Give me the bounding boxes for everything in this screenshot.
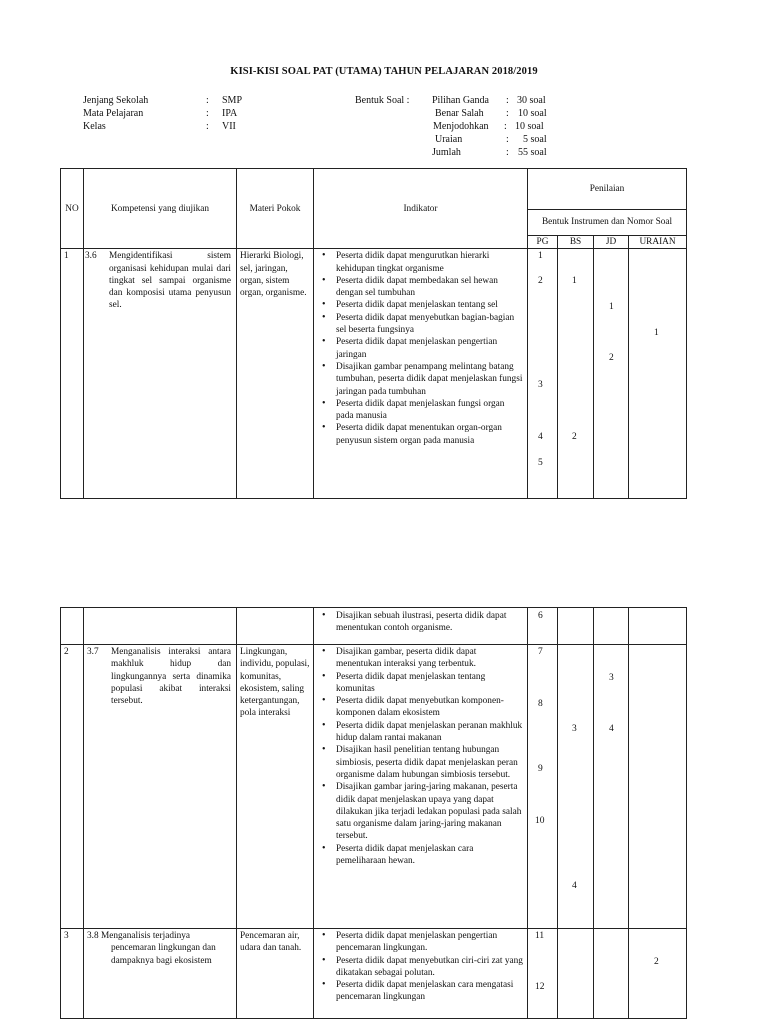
pg-number: 10 <box>535 816 545 826</box>
cont-kompetensi <box>84 608 237 645</box>
bs-number: 3 <box>572 724 577 734</box>
row2-bs <box>558 645 594 929</box>
kisi-kisi-table-page1 <box>60 168 687 499</box>
info-right <box>432 94 562 159</box>
row2-kd-number: 3.7 <box>87 647 99 657</box>
indikator-item: • Disajikan hasil penelitian tentang hubungan simbiosis, peserta didik dapat menjelaskan peran organisme dalam hubungan simbiosis tersebut. <box>314 744 527 781</box>
cont-uraian <box>629 608 687 645</box>
indikator-item: • Peserta didik dapat membedakan sel hewan dengan sel tumbuhan <box>314 275 527 300</box>
row3-jd <box>594 929 629 1019</box>
indikator-item: • Peserta didik dapat menyebutkan komponen-komponen dalam ekosistem <box>314 695 527 720</box>
kisi-kisi-table-page2 <box>60 607 687 1019</box>
header-materi: Materi Pokok <box>237 169 314 249</box>
row1-bs <box>558 249 594 499</box>
row1-kd-text: Mengidentifikasi sistem organisasi kehidupan mulai dari tingkat sel sampai organisme dan komposisi utama penyusun sel. <box>109 251 231 311</box>
pg-number: 8 <box>538 699 543 709</box>
row1-uraian <box>629 249 687 499</box>
cont-indikator <box>314 608 528 645</box>
indikator-item: • Peserta didik dapat menjelaskan pengertian jaringan <box>314 336 527 361</box>
pg-number: 11 <box>535 931 545 941</box>
row3-pg <box>528 929 558 1019</box>
info-row: Jumlah : 55 soal <box>432 147 547 158</box>
row1-jd <box>594 249 629 499</box>
row1-pg <box>528 249 558 499</box>
info-value: IPA <box>222 108 238 119</box>
row2-kd-text: Menganalisis interaksi antara makhluk hidup dan lingkungannya serta dinamika populasi akibat interaksi tersebut. <box>111 647 231 707</box>
uraian-number: 2 <box>654 957 659 967</box>
indikator-list <box>314 646 527 867</box>
indikator-item: • Disajikan gambar, peserta didik dapat menentukan interaksi yang terbentuk. <box>314 646 527 671</box>
info-row: Benar Salah : 10 soal <box>435 108 547 119</box>
indikator-item: • Peserta didik dapat menjelaskan fungsi organ pada manusia <box>314 398 527 423</box>
pg-number: 12 <box>535 982 545 992</box>
bs-number: 1 <box>572 276 577 287</box>
indikator-list <box>314 930 527 1004</box>
info-row: Uraian : 5 soal <box>435 134 547 145</box>
row3-uraian <box>629 929 687 1019</box>
indikator-item: • Peserta didik dapat mengurutkan hierarki kehidupan tingkat organisme <box>314 250 527 275</box>
header-uraian: URAIAN <box>629 236 687 249</box>
row3-no: 3 <box>61 929 84 1019</box>
indikator-item: • Peserta didik dapat menjelaskan tentang komunitas <box>314 671 527 696</box>
pg-number: 5 <box>538 458 543 469</box>
header-bs: BS <box>558 236 594 249</box>
indikator-item: • Disajikan gambar penampang melintang batang tumbuhan, peserta didik dapat menjelaskan fungsi jaringan pada tumbuhan <box>314 361 527 398</box>
pg-number: 2 <box>538 276 543 287</box>
jd-number: 2 <box>609 353 614 364</box>
info-label: Jenjang Sekolah <box>83 95 149 106</box>
row3-bs <box>558 929 594 1019</box>
header-no: NO <box>61 169 84 249</box>
header-kompetensi: Kompetensi yang diujikan <box>84 169 237 249</box>
header-bentuk-instrumen: Bentuk Instrumen dan Nomor Soal <box>528 210 687 236</box>
row1-kompetensi <box>84 249 237 499</box>
indikator-item: • Peserta didik dapat menjelaskan cara mengatasi pencemaran lingkungan <box>314 979 527 1004</box>
jd-number: 1 <box>609 302 614 313</box>
header-penilaian: Penilaian <box>528 169 687 210</box>
bentuk-soal-label: Bentuk Soal : <box>355 95 410 106</box>
info-row: Menjodohkan : 10 soal <box>433 121 544 132</box>
jd-number: 4 <box>609 724 614 734</box>
pg-number: 3 <box>538 380 543 391</box>
pg-number: 7 <box>538 647 543 657</box>
indikator-item: • Peserta didik dapat menjelaskan pengertian pencemaran lingkungan. <box>314 930 527 955</box>
cont-jd <box>594 608 629 645</box>
header-jd: JD <box>594 236 629 249</box>
row3-kompetensi <box>84 929 237 1019</box>
row1-kd-number: 3.6 <box>85 251 97 262</box>
row3-materi: Pencemaran air, udara dan tanah. <box>237 929 314 1019</box>
indikator-item: • Peserta didik dapat menentukan organ-organ penyusun sistem organ pada manusia <box>314 422 527 447</box>
row1-materi: Hierarki Biologi, sel, jaringan, organ, sistem organ, organisme. <box>237 249 314 499</box>
indikator-item: • Peserta didik dapat menyebutkan bagian-bagian sel beserta fungsinya <box>314 312 527 337</box>
pg-number: 9 <box>538 764 543 774</box>
row3-kd-text: 3.8 Menganalisis terjadinya pencemaran lingkungan dan dampaknya bagi ekosistem <box>87 931 216 966</box>
info-row: Pilihan Ganda : 30 soal <box>432 95 546 106</box>
row2-pg <box>528 645 558 929</box>
row1-indikator <box>314 249 528 499</box>
indikator-item: • Peserta didik dapat menjelaskan peranan makhluk hidup dalam rantai makanan <box>314 720 527 745</box>
info-label: Kelas <box>83 121 106 132</box>
info-value: SMP <box>222 95 243 106</box>
uraian-number: 1 <box>654 328 659 339</box>
pg-number: 4 <box>538 432 543 443</box>
document-title: KISI-KISI SOAL PAT (UTAMA) TAHUN PELAJARAN 2018/2019 <box>230 66 538 77</box>
pg-number: 6 <box>538 611 543 621</box>
indikator-item: • Disajikan sebuah ilustrasi, peserta didik dapat menentukan contoh organisme. <box>314 610 527 635</box>
indikator-item: • Disajikan gambar jaring-jaring makanan, peserta didik dapat menjelaskan upaya yang dapat dilakukan jika terjadi ledakan populasi pada salah satu organisme dalam jaring-jaring makanan tersebut. <box>314 781 527 842</box>
row1-no: 1 <box>61 249 84 499</box>
cont-no <box>61 608 84 645</box>
bs-number: 4 <box>572 881 577 891</box>
row2-uraian <box>629 645 687 929</box>
indikator-list <box>314 610 527 635</box>
header-indikator: Indikator <box>314 169 528 249</box>
jd-number: 3 <box>609 673 614 683</box>
row2-materi: Lingkungan, individu, populasi, komunitas, ekosistem, saling ketergantungan, pola interaksi <box>237 645 314 929</box>
row2-kompetensi <box>84 645 237 929</box>
indikator-list <box>314 250 527 447</box>
row3-indikator <box>314 929 528 1019</box>
bs-number: 2 <box>572 432 577 443</box>
indikator-item: • Peserta didik dapat menjelaskan cara pemeliharaan hewan. <box>314 843 527 868</box>
info-label: Mata Pelajaran <box>83 108 144 119</box>
indikator-item: • Peserta didik dapat menyebutkan ciri-ciri zat yang dikatakan sebagai polutan. <box>314 955 527 980</box>
cont-pg <box>528 608 558 645</box>
cont-materi <box>237 608 314 645</box>
pg-number: 1 <box>538 251 543 262</box>
cont-bs <box>558 608 594 645</box>
row2-jd <box>594 645 629 929</box>
info-value: VII <box>222 121 236 132</box>
row2-indikator <box>314 645 528 929</box>
row2-no: 2 <box>61 645 84 929</box>
indikator-item: • Peserta didik dapat menjelaskan tentang sel <box>314 299 527 311</box>
header-pg: PG <box>528 236 558 249</box>
